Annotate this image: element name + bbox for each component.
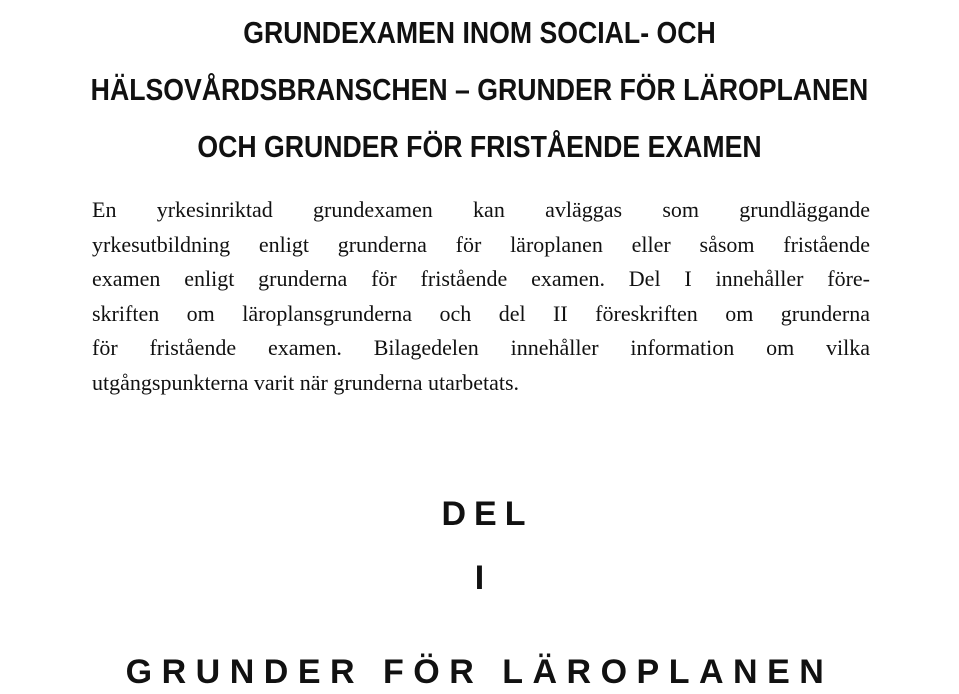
intro-line: En yrkesinriktad grundexamen kan avläggas som grundläggande: [92, 197, 870, 222]
intro-line: skriften om läroplansgrunderna och del II föreskriften om grunderna: [92, 300, 870, 326]
document-title: [67, 4, 892, 175]
intro-line: examen enligt grunderna för fristående examen. Del I innehåller före-: [92, 266, 870, 291]
intro-line: utgångspunkterna varit när grunderna utarbetats.: [92, 369, 520, 395]
title-line: GRUNDEXAMEN INOM SOCIAL- OCH: [243, 15, 716, 50]
title-line: OCH GRUNDER FÖR FRISTÅENDE EXAMEN: [197, 129, 762, 164]
intro-line: för fristående examen. Bilagedelen innehåller information om vilka: [92, 335, 870, 360]
part-number: I: [474, 559, 485, 597]
part-label: DEL: [441, 495, 534, 533]
title-line: HÄLSOVÅRDSBRANSCHEN – GRUNDER FÖR LÄROPLANEN: [90, 72, 869, 107]
part-title: GRUNDER FÖR LÄROPLANEN: [125, 653, 834, 691]
intro-paragraph: [92, 193, 870, 400]
intro-line: yrkesutbildning enligt grunderna för läroplanen eller såsom fristående: [92, 231, 870, 257]
